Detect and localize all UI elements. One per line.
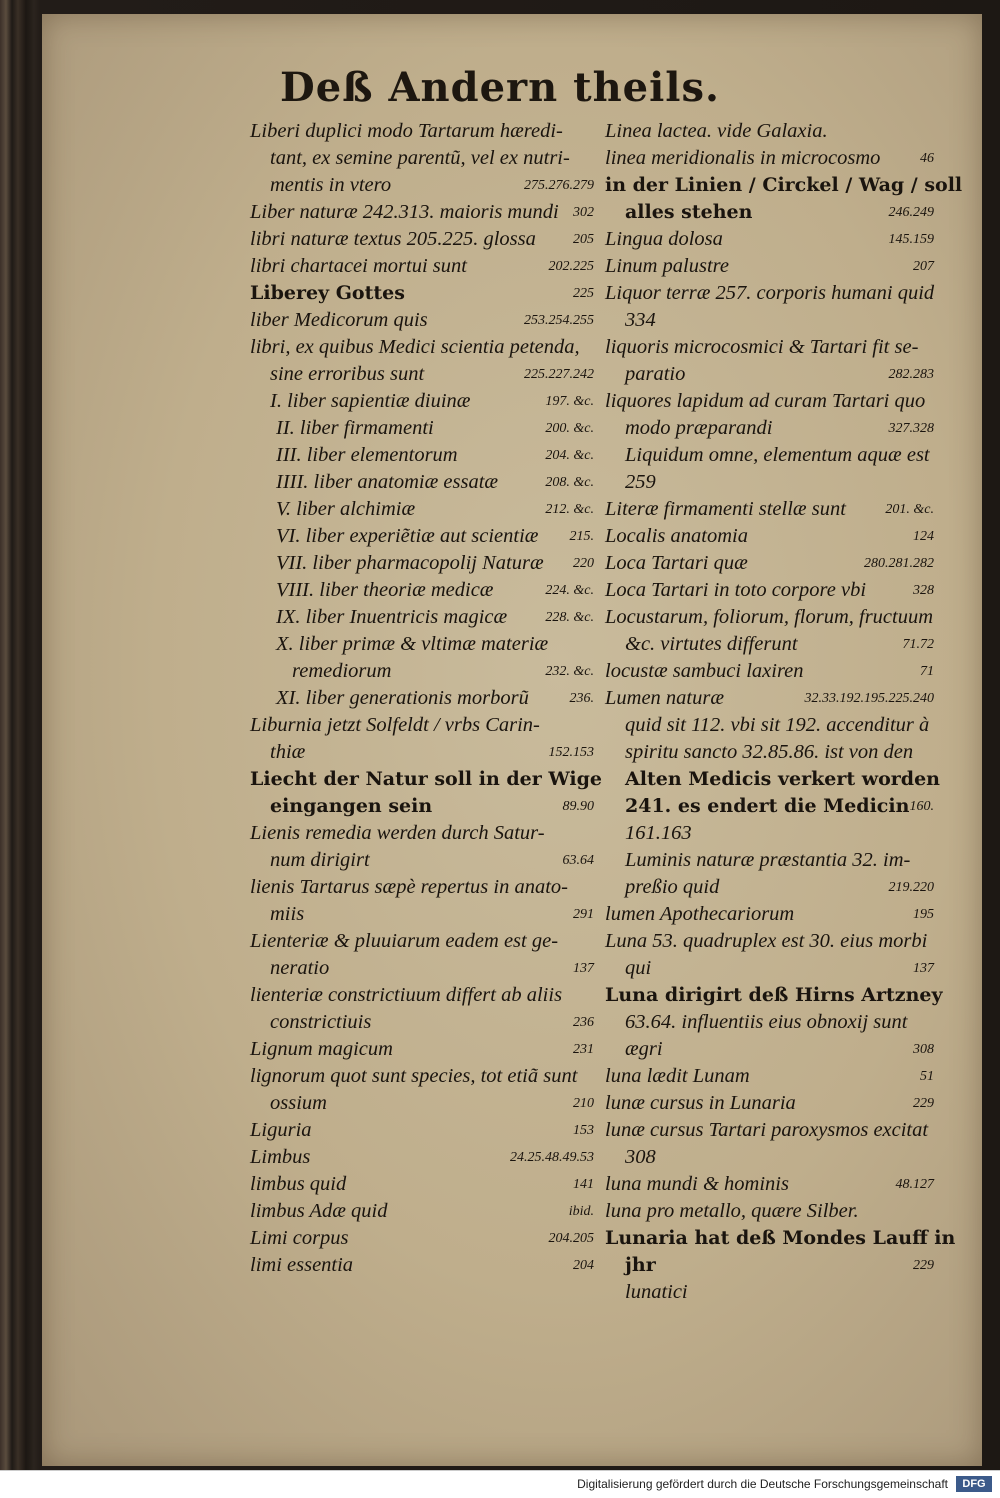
index-entry — [250, 982, 600, 1009]
index-entry — [605, 172, 963, 199]
entry-text: locustæ sambuci laxiren — [605, 660, 804, 682]
entry-page-ref: 24.25.48.49.53 — [510, 1150, 594, 1165]
entry-page-ref: 236 — [573, 1015, 594, 1030]
entry-page-ref: 210 — [573, 1096, 594, 1111]
index-entry — [250, 1171, 600, 1198]
entry-text: luna lædit Lunam — [605, 1065, 750, 1087]
entry-text: quid sit 112. vbi sit 192. accenditur à — [625, 714, 930, 736]
entry-text: ægri — [625, 1038, 663, 1060]
entry-text: 63.64. influentiis eius obnoxij sunt — [625, 1011, 908, 1033]
index-entry — [605, 1090, 940, 1117]
entry-text: liquoris microcosmici & Tartari fit se- — [605, 336, 919, 358]
index-entry — [250, 1252, 600, 1279]
entry-text: tant, ex semine parentũ, vel ex nutri- — [270, 147, 570, 169]
entry-text: lienteriæ constrictiuum differt ab aliis — [250, 984, 563, 1006]
entry-text: VI. liber experiẽtiæ aut scientiæ — [276, 525, 539, 547]
entry-text: Liberey Gottes — [250, 282, 405, 304]
index-entry — [250, 361, 600, 388]
entry-text: 259 — [625, 471, 656, 493]
entry-page-ref: 246.249 — [888, 205, 934, 220]
entry-text: V. liber alchimiæ — [276, 498, 416, 520]
entry-text: neratio — [270, 957, 330, 979]
index-entry — [250, 1036, 600, 1063]
index-entry — [250, 172, 600, 199]
entry-page-ref: 204.205 — [548, 1231, 594, 1246]
index-entry — [250, 145, 600, 172]
entry-text: eingangen sein — [270, 795, 433, 817]
index-entry — [250, 118, 600, 145]
index-entry — [605, 712, 940, 739]
entry-page-ref: 224. &c. — [545, 583, 594, 598]
entry-text: Lienteriæ & pluuiarum eadem est ge- — [250, 930, 559, 952]
entry-text: lunæ cursus in Lunaria — [605, 1092, 796, 1114]
index-entry — [250, 226, 600, 253]
index-entry — [250, 631, 600, 658]
entry-text: Liquor terræ 257. corporis humani quid — [605, 282, 935, 304]
entry-text: libri chartacei mortui sunt — [250, 255, 467, 277]
entry-text: remediorum — [292, 660, 392, 682]
index-entry — [250, 685, 600, 712]
footer-bar — [0, 1470, 1000, 1498]
index-entry — [250, 901, 600, 928]
index-entry — [605, 226, 940, 253]
entry-text: Alten Medicis verkert worden — [625, 768, 940, 790]
entry-text: Liberi duplici modo Tartarum hæredi- — [250, 120, 563, 142]
entry-text: Lignum magicum — [250, 1038, 393, 1060]
index-entry — [605, 928, 940, 955]
entry-text: Linum palustre — [605, 255, 729, 277]
entry-text: VII. liber pharmacopolij Naturæ — [276, 552, 544, 574]
index-entry — [605, 577, 940, 604]
index-entry — [605, 442, 940, 469]
entry-text: Luna 53. quadruplex est 30. eius morbi — [605, 930, 928, 952]
entry-text: &c. virtutes differunt — [625, 633, 798, 655]
index-entry — [605, 847, 940, 874]
index-entry — [250, 1198, 600, 1225]
entry-text: Liecht der Natur soll in der Wige — [250, 768, 602, 790]
entry-page-ref: 141 — [573, 1177, 594, 1192]
index-entry — [605, 1117, 940, 1144]
entry-page-ref: 229 — [913, 1258, 934, 1273]
entry-page-ref: 236. — [569, 691, 594, 706]
entry-text: in der Linien / Circkel / Wag / soll — [605, 174, 963, 196]
index-column-right — [605, 118, 963, 1306]
entry-text: Luna dirigirt deß Hirns Artzney — [605, 984, 943, 1006]
entry-text: constrictiuis — [270, 1011, 372, 1033]
entry-text: Liber naturæ 242.313. maioris mundi — [250, 201, 559, 223]
index-entry — [250, 307, 600, 334]
index-entry — [250, 334, 600, 361]
index-entry — [250, 712, 600, 739]
entry-text: VIII. liber theoriæ medicæ — [276, 579, 494, 601]
index-entry — [605, 253, 940, 280]
entry-text: Loca Tartari in toto corpore vbi — [605, 579, 867, 601]
entry-text: limi essentia — [250, 1254, 354, 1276]
index-entry — [605, 631, 940, 658]
index-entry — [605, 1036, 940, 1063]
entry-text: IX. liber Inuentricis magicæ — [276, 606, 508, 628]
entry-text: lunatici — [625, 1281, 688, 1303]
index-entry — [605, 145, 940, 172]
entry-text: alles stehen — [625, 201, 753, 223]
entry-text: lunæ cursus Tartari paroxysmos excitat — [605, 1119, 929, 1141]
entry-page-ref: 152.153 — [548, 745, 594, 760]
index-entry — [250, 1009, 600, 1036]
entry-page-ref: 229 — [913, 1096, 934, 1111]
entry-text: liber Medicorum quis — [250, 309, 428, 331]
index-entry — [605, 523, 940, 550]
index-entry — [605, 199, 940, 226]
entry-text: Linea lactea. vide Galaxia. — [605, 120, 828, 142]
running-title: Deß Andern theils. — [280, 64, 720, 111]
entry-text: Luminis naturæ præstantia 32. im- — [625, 849, 911, 871]
index-entry — [605, 550, 940, 577]
entry-page-ref: 137 — [573, 961, 594, 976]
entry-page-ref: 215. — [569, 529, 594, 544]
entry-text: Lunaria hat deß Mondes Lauff in — [605, 1227, 956, 1249]
entry-page-ref: 205 — [573, 232, 594, 247]
index-entry — [605, 280, 940, 307]
entry-page-ref: 48.127 — [895, 1177, 934, 1192]
index-entry — [605, 1009, 940, 1036]
index-entry — [250, 253, 600, 280]
index-entry — [605, 901, 940, 928]
entry-text: spiritu sancto 32.85.86. ist von den — [625, 741, 914, 763]
entry-page-ref: 124 — [913, 529, 934, 544]
entry-page-ref: 291 — [573, 907, 594, 922]
index-entry — [605, 1198, 940, 1225]
entry-page-ref: 201. &c. — [885, 502, 934, 517]
index-column-left — [250, 118, 600, 1279]
entry-text: XI. liber generationis morborũ — [276, 687, 529, 709]
entry-page-ref: 153 — [573, 1123, 594, 1138]
index-entry — [605, 415, 940, 442]
index-entry — [250, 955, 600, 982]
index-entry — [605, 469, 940, 496]
entry-text: lumen Apothecariorum — [605, 903, 795, 925]
entry-text: thiæ — [270, 741, 306, 763]
entry-text: 308 — [625, 1146, 656, 1168]
entry-page-ref: 202.225 — [548, 259, 594, 274]
entry-text: miis — [270, 903, 305, 925]
index-entry — [605, 118, 940, 145]
index-entry — [250, 496, 600, 523]
index-entry — [605, 820, 940, 847]
index-entry — [250, 604, 600, 631]
index-entry — [605, 955, 940, 982]
index-entry — [250, 415, 600, 442]
entry-text: num dirigirt — [270, 849, 370, 871]
index-entry — [605, 361, 940, 388]
index-entry — [605, 1279, 940, 1306]
index-entry — [605, 1252, 940, 1279]
index-entry — [250, 928, 600, 955]
entry-text: I. liber sapientiæ diuinæ — [270, 390, 471, 412]
entry-page-ref: 328 — [913, 583, 934, 598]
index-entry — [605, 1144, 940, 1171]
index-entry — [250, 577, 600, 604]
index-entry — [250, 847, 600, 874]
entry-text: limbus quid — [250, 1173, 347, 1195]
entry-text: Limi corpus — [250, 1227, 349, 1249]
index-entry — [605, 388, 940, 415]
entry-page-ref: 280.281.282 — [864, 556, 934, 571]
entry-page-ref: 282.283 — [888, 367, 934, 382]
entry-text: Literæ firmamenti stellæ sunt — [605, 498, 846, 520]
entry-page-ref: 225 — [573, 286, 594, 301]
index-entry — [250, 1063, 600, 1090]
entry-text: luna mundi & hominis — [605, 1173, 789, 1195]
index-entry — [250, 793, 600, 820]
index-entry — [605, 793, 940, 820]
entry-text: ossium — [270, 1092, 327, 1114]
index-entry — [250, 1225, 600, 1252]
index-entry — [250, 523, 600, 550]
index-entry — [605, 1225, 956, 1252]
entry-page-ref: ibid. — [568, 1204, 594, 1219]
entry-text: mentis in vtero — [270, 174, 392, 196]
entry-page-ref: 51 — [920, 1069, 934, 1084]
entry-page-ref: 63.64 — [562, 853, 594, 868]
entry-text: 334 — [625, 309, 656, 331]
index-entry — [250, 199, 600, 226]
entry-text: IIII. liber anatomiæ essatæ — [276, 471, 499, 493]
entry-text: X. liber primæ & vltimæ materiæ — [276, 633, 549, 655]
index-entry — [250, 658, 600, 685]
entry-text: luna pro metallo, quære Silber. — [605, 1200, 859, 1222]
entry-text: modo præparandi — [625, 417, 773, 439]
index-entry — [250, 550, 600, 577]
index-entry — [605, 604, 940, 631]
entry-text: 241. es endert die Medicin — [625, 795, 910, 817]
entry-page-ref: 197. &c. — [545, 394, 594, 409]
entry-text: II. liber firmamenti — [276, 417, 434, 439]
entry-text: Liquidum omne, elementum aquæ est — [625, 444, 930, 466]
entry-page-ref: 145.159 — [888, 232, 934, 247]
entry-text: 161.163 — [625, 822, 692, 844]
entry-page-ref: 275.276.279 — [524, 178, 594, 193]
entry-page-ref: 327.328 — [888, 421, 934, 436]
index-entry — [605, 874, 940, 901]
index-entry — [250, 1144, 600, 1171]
entry-text: Limbus — [250, 1146, 311, 1168]
entry-page-ref: 160. — [909, 799, 934, 814]
index-entry — [605, 1171, 940, 1198]
entry-text: Lienis remedia werden durch Satur- — [250, 822, 545, 844]
entry-text: Lingua dolosa — [605, 228, 723, 250]
entry-page-ref: 71 — [920, 664, 934, 679]
index-entry — [250, 874, 600, 901]
entry-text: lienis Tartarus sæpè repertus in anato- — [250, 876, 568, 898]
index-entry — [605, 766, 940, 793]
entry-page-ref: 212. &c. — [545, 502, 594, 517]
entry-text: III. liber elementorum — [276, 444, 458, 466]
index-entry — [605, 1063, 940, 1090]
entry-page-ref: 232. &c. — [545, 664, 594, 679]
entry-text: Liburnia jetzt Solfeldt / vrbs Carin- — [250, 714, 540, 736]
index-entry — [250, 280, 600, 307]
index-entry — [250, 388, 600, 415]
entry-page-ref: 71.72 — [902, 637, 934, 652]
index-entry — [605, 496, 940, 523]
entry-text: preßio quid — [625, 876, 720, 898]
entry-text: Locustarum, foliorum, florum, fructuum — [605, 606, 934, 628]
index-entry — [605, 982, 943, 1009]
index-entry — [605, 685, 940, 712]
index-entry — [250, 766, 600, 793]
entry-text: paratio — [625, 363, 686, 385]
index-entry — [605, 334, 940, 361]
entry-page-ref: 253.254.255 — [524, 313, 594, 328]
entry-text: liquores lapidum ad curam Tartari quo — [605, 390, 926, 412]
entry-page-ref: 46 — [920, 151, 934, 166]
entry-page-ref: 208. &c. — [545, 475, 594, 490]
dfg-logo: DFG — [956, 1476, 992, 1492]
entry-page-ref: 220 — [573, 556, 594, 571]
entry-text: Liguria — [250, 1119, 312, 1141]
entry-page-ref: 219.220 — [888, 880, 934, 895]
entry-page-ref: 228. &c. — [545, 610, 594, 625]
index-entry — [250, 1090, 600, 1117]
entry-page-ref: 200. &c. — [545, 421, 594, 436]
index-entry — [250, 1117, 600, 1144]
entry-page-ref: 308 — [913, 1042, 934, 1057]
entry-text: Loca Tartari quæ — [605, 552, 748, 574]
index-entry — [605, 307, 940, 334]
entry-text: jhr — [625, 1254, 656, 1276]
entry-text: limbus Adæ quid — [250, 1200, 388, 1222]
entry-page-ref: 302 — [573, 205, 594, 220]
index-entry — [250, 739, 600, 766]
index-entry — [250, 469, 600, 496]
index-entry — [250, 442, 600, 469]
entry-page-ref: 89.90 — [562, 799, 594, 814]
index-entry — [605, 658, 940, 685]
entry-text: linea meridionalis in microcosmo — [605, 147, 881, 169]
entry-text: libri, ex quibus Medici scientia petenda, — [250, 336, 580, 358]
entry-text: Localis anatomia — [605, 525, 748, 547]
footer-credit: Digitalisierung gefördert durch die Deutsche Forschungsgemeinschaft — [577, 1477, 948, 1491]
entry-page-ref: 225.227.242 — [524, 367, 594, 382]
entry-text: sine erroribus sunt — [270, 363, 425, 385]
entry-page-ref: 207 — [913, 259, 934, 274]
entry-page-ref: 231 — [573, 1042, 594, 1057]
entry-text: lignorum quot sunt species, tot etiã sunt — [250, 1065, 578, 1087]
entry-text: Lumen naturæ — [605, 687, 725, 709]
entry-text: qui — [625, 957, 652, 979]
entry-page-ref: 204 — [573, 1258, 594, 1273]
entry-page-ref: 137 — [913, 961, 934, 976]
entry-page-ref: 195 — [913, 907, 934, 922]
index-entry — [605, 739, 940, 766]
entry-page-ref: 32.33.192.195.225.240 — [804, 691, 934, 706]
index-entry — [250, 820, 600, 847]
entry-text: libri naturæ textus 205.225. glossa — [250, 228, 536, 250]
entry-page-ref: 204. &c. — [545, 448, 594, 463]
